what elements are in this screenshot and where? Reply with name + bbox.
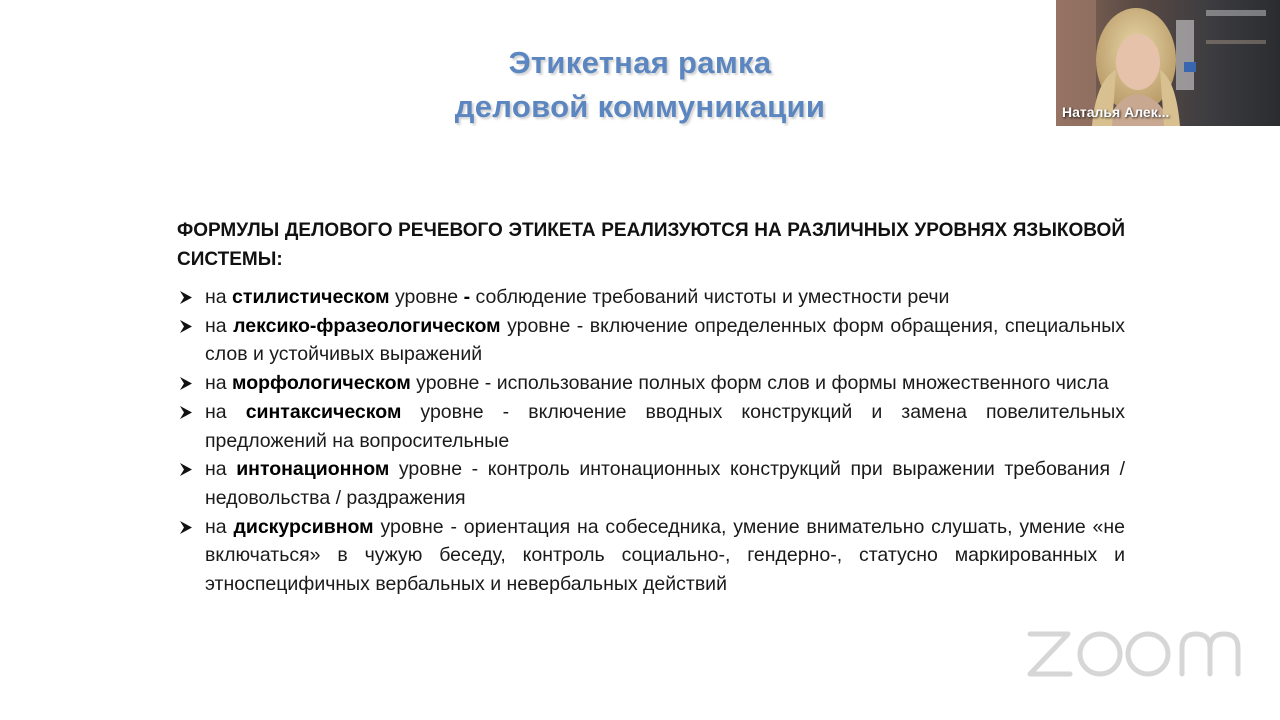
level-name: интонационном xyxy=(236,458,390,481)
list-item: на морфологическом уровне - использование полных форм слов и формы множественного числа xyxy=(177,369,1125,398)
participant-video-tile[interactable] xyxy=(1056,0,1280,126)
level-name: лексико-фразеологическом xyxy=(233,314,501,337)
level-name: синтаксическом xyxy=(245,400,402,423)
list-item: на синтаксическом уровне - включение вводных конструкций и замена повелительных предложений на вопросительные xyxy=(177,398,1125,455)
arrow-bullet-icon xyxy=(177,283,199,311)
arrow-bullet-icon xyxy=(177,369,199,397)
slide-title-line2: деловой коммуникации xyxy=(454,89,826,124)
list-item: на дискурсивном уровне - ориентация на собеседника, умение внимательно слушать, умение «не включаться» в чужую беседу, контроль социально-, гендерно-, статусно маркированных и этноспецифичных вербальных и невербальных действий xyxy=(177,513,1125,599)
level-name: морфологическом xyxy=(232,372,411,395)
slide-title-line1: Этикетная рамка xyxy=(508,45,772,80)
arrow-bullet-icon xyxy=(177,398,199,426)
zoom-watermark-logo xyxy=(1022,620,1262,690)
list-item: на лексико-фразеологическом уровне - включение определенных форм обращения, специальных слов и устойчивых выражений xyxy=(177,312,1125,369)
level-name: дискурсивном xyxy=(233,515,374,538)
level-name: стилистическом xyxy=(232,286,390,308)
arrow-bullet-icon xyxy=(177,455,199,483)
slide-heading: ФОРМУЛЫ ДЕЛОВОГО РЕЧЕВОГО ЭТИКЕТА РЕАЛИЗУЮТСЯ НА РАЗЛИЧНЫХ УРОВНЯХ ЯЗЫКОВОЙ СИСТЕМЫ: xyxy=(177,220,1125,270)
arrow-bullet-icon xyxy=(177,312,199,340)
participant-name: Наталья Алек... xyxy=(1062,104,1170,120)
levels-list xyxy=(177,283,1125,599)
list-item: на стилистическом уровне - соблюдение требований чистоты и уместности речи xyxy=(177,283,1125,312)
arrow-bullet-icon xyxy=(177,513,199,541)
list-item: на интонационном уровне - контроль интонационных конструкций при выражении требования / недовольства / раздражения xyxy=(177,455,1125,512)
